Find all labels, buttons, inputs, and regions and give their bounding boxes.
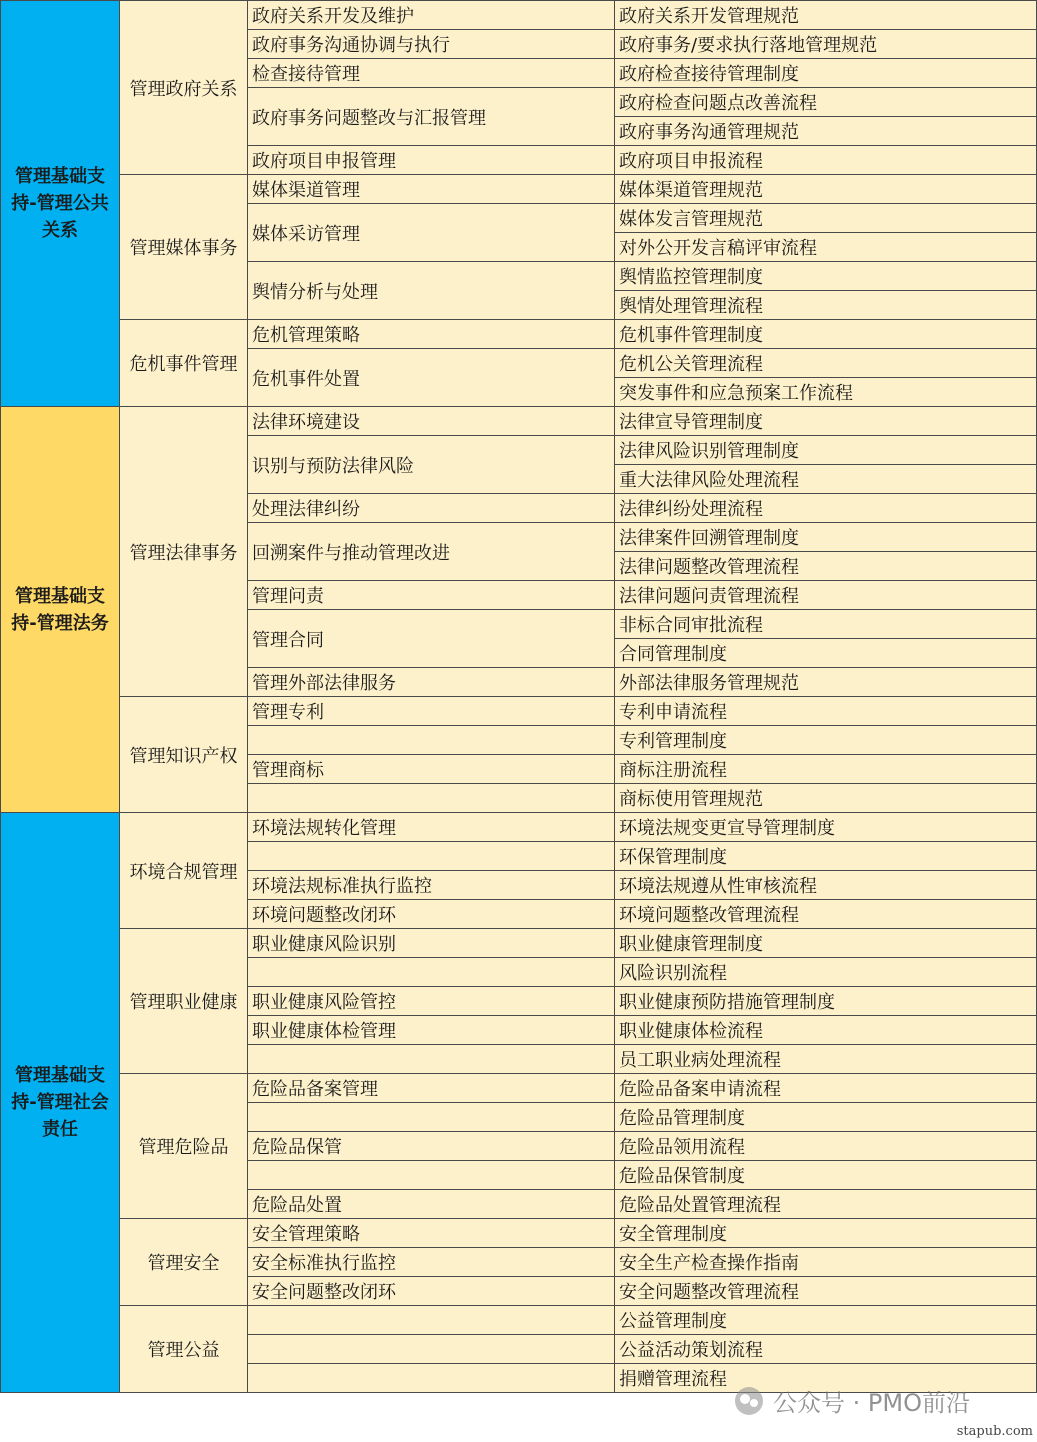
level3-cell-empty — [248, 726, 615, 755]
level4-cell: 非标合同审批流程 — [615, 610, 1037, 639]
level3-cell: 媒体采访管理 — [248, 204, 615, 262]
level3-cell: 安全问题整改闭环 — [248, 1277, 615, 1306]
level4-cell: 法律问题问责管理流程 — [615, 581, 1037, 610]
level4-cell: 政府关系开发管理规范 — [615, 1, 1037, 30]
level2-cell: 管理危险品 — [120, 1074, 248, 1219]
level4-cell: 危险品领用流程 — [615, 1132, 1037, 1161]
level3-cell: 舆情分析与处理 — [248, 262, 615, 320]
level4-cell: 政府检查接待管理制度 — [615, 59, 1037, 88]
level3-cell: 环境问题整改闭环 — [248, 900, 615, 929]
level2-cell: 管理知识产权 — [120, 697, 248, 813]
level4-cell: 安全生产检查操作指南 — [615, 1248, 1037, 1277]
level4-cell: 危险品管理制度 — [615, 1103, 1037, 1132]
level4-cell: 对外公开发言稿评审流程 — [615, 233, 1037, 262]
level3-cell-empty — [248, 1306, 615, 1335]
level4-cell: 专利申请流程 — [615, 697, 1037, 726]
level4-cell: 政府项目申报流程 — [615, 146, 1037, 175]
level3-cell-empty — [248, 1103, 615, 1132]
level4-cell: 突发事件和应急预案工作流程 — [615, 378, 1037, 407]
level3-cell: 政府事务沟通协调与执行 — [248, 30, 615, 59]
wechat-icon — [735, 1387, 763, 1415]
site-url: stapub.com — [956, 1424, 1033, 1439]
level3-cell: 职业健康风险管控 — [248, 987, 615, 1016]
level4-cell: 环保管理制度 — [615, 842, 1037, 871]
level4-cell: 政府事务沟通管理规范 — [615, 117, 1037, 146]
level3-cell: 政府关系开发及维护 — [248, 1, 615, 30]
level3-cell: 媒体渠道管理 — [248, 175, 615, 204]
level3-cell: 危险品保管 — [248, 1132, 615, 1161]
level3-cell-empty — [248, 784, 615, 813]
level4-cell: 危险品保管制度 — [615, 1161, 1037, 1190]
level3-cell-empty — [248, 1045, 615, 1074]
level4-cell: 舆情处理管理流程 — [615, 291, 1037, 320]
level4-cell: 商标使用管理规范 — [615, 784, 1037, 813]
level4-cell: 风险识别流程 — [615, 958, 1037, 987]
level2-cell: 管理法律事务 — [120, 407, 248, 697]
level3-cell: 危险品处置 — [248, 1190, 615, 1219]
level1-cell: 管理基础支持-管理公共关系 — [1, 1, 120, 407]
level4-cell: 职业健康管理制度 — [615, 929, 1037, 958]
level3-cell: 管理合同 — [248, 610, 615, 668]
level4-cell: 媒体渠道管理规范 — [615, 175, 1037, 204]
level3-cell: 政府事务问题整改与汇报管理 — [248, 88, 615, 146]
level4-cell: 法律问题整改管理流程 — [615, 552, 1037, 581]
level3-cell: 安全管理策略 — [248, 1219, 615, 1248]
level4-cell: 危机事件管理制度 — [615, 320, 1037, 349]
level4-cell: 环境法规遵从性审核流程 — [615, 871, 1037, 900]
level2-cell: 环境合规管理 — [120, 813, 248, 929]
level4-cell: 政府事务/要求执行落地管理规范 — [615, 30, 1037, 59]
level4-cell: 员工职业病处理流程 — [615, 1045, 1037, 1074]
level4-cell: 环境问题整改管理流程 — [615, 900, 1037, 929]
level3-cell: 管理专利 — [248, 697, 615, 726]
level3-cell: 职业健康风险识别 — [248, 929, 615, 958]
level3-cell: 环境法规标准执行监控 — [248, 871, 615, 900]
level3-cell: 处理法律纠纷 — [248, 494, 615, 523]
level4-cell: 法律风险识别管理制度 — [615, 436, 1037, 465]
level3-cell-empty — [248, 1335, 615, 1364]
level4-cell: 合同管理制度 — [615, 639, 1037, 668]
level4-cell: 捐赠管理流程 — [615, 1364, 1037, 1393]
level4-cell: 专利管理制度 — [615, 726, 1037, 755]
level2-cell: 管理媒体事务 — [120, 175, 248, 320]
level4-cell: 商标注册流程 — [615, 755, 1037, 784]
level1-cell: 管理基础支持-管理社会责任 — [1, 813, 120, 1393]
level4-cell: 公益活动策划流程 — [615, 1335, 1037, 1364]
level3-cell: 环境法规转化管理 — [248, 813, 615, 842]
level4-cell: 职业健康体检流程 — [615, 1016, 1037, 1045]
level3-cell-empty — [248, 1364, 615, 1393]
level4-cell: 职业健康预防措施管理制度 — [615, 987, 1037, 1016]
level4-cell: 安全管理制度 — [615, 1219, 1037, 1248]
level2-cell: 管理公益 — [120, 1306, 248, 1393]
level2-cell: 管理安全 — [120, 1219, 248, 1306]
level3-cell-empty — [248, 958, 615, 987]
level4-cell: 法律宣导管理制度 — [615, 407, 1037, 436]
level3-cell: 法律环境建设 — [248, 407, 615, 436]
level2-cell: 管理职业健康 — [120, 929, 248, 1074]
level4-cell: 舆情监控管理制度 — [615, 262, 1037, 291]
level3-cell: 管理外部法律服务 — [248, 668, 615, 697]
watermark — [735, 1383, 970, 1418]
level4-cell: 重大法律风险处理流程 — [615, 465, 1037, 494]
level4-cell: 法律案件回溯管理制度 — [615, 523, 1037, 552]
level4-cell: 媒体发言管理规范 — [615, 204, 1037, 233]
level3-cell: 危机管理策略 — [248, 320, 615, 349]
level3-cell-empty — [248, 842, 615, 871]
level2-cell: 危机事件管理 — [120, 320, 248, 407]
level4-cell: 环境法规变更宣导管理制度 — [615, 813, 1037, 842]
level3-cell: 检查接待管理 — [248, 59, 615, 88]
level3-cell: 政府项目申报管理 — [248, 146, 615, 175]
level3-cell: 回溯案件与推动管理改进 — [248, 523, 615, 581]
watermark-text: 公众号 · PMO前沿 — [773, 1389, 970, 1417]
level4-cell: 政府检查问题点改善流程 — [615, 88, 1037, 117]
level3-cell-empty — [248, 1161, 615, 1190]
level4-cell: 危险品处置管理流程 — [615, 1190, 1037, 1219]
level3-cell: 识别与预防法律风险 — [248, 436, 615, 494]
level4-cell: 法律纠纷处理流程 — [615, 494, 1037, 523]
level4-cell: 危险品备案申请流程 — [615, 1074, 1037, 1103]
level1-cell: 管理基础支持-管理法务 — [1, 407, 120, 813]
level4-cell: 危机公关管理流程 — [615, 349, 1037, 378]
level3-cell: 危机事件处置 — [248, 349, 615, 407]
level4-cell: 外部法律服务管理规范 — [615, 668, 1037, 697]
level3-cell: 危险品备案管理 — [248, 1074, 615, 1103]
level3-cell: 管理商标 — [248, 755, 615, 784]
level3-cell: 职业健康体检管理 — [248, 1016, 615, 1045]
level4-cell: 公益管理制度 — [615, 1306, 1037, 1335]
level2-cell: 管理政府关系 — [120, 1, 248, 175]
level3-cell: 安全标准执行监控 — [248, 1248, 615, 1277]
level3-cell: 管理问责 — [248, 581, 615, 610]
level4-cell: 安全问题整改管理流程 — [615, 1277, 1037, 1306]
